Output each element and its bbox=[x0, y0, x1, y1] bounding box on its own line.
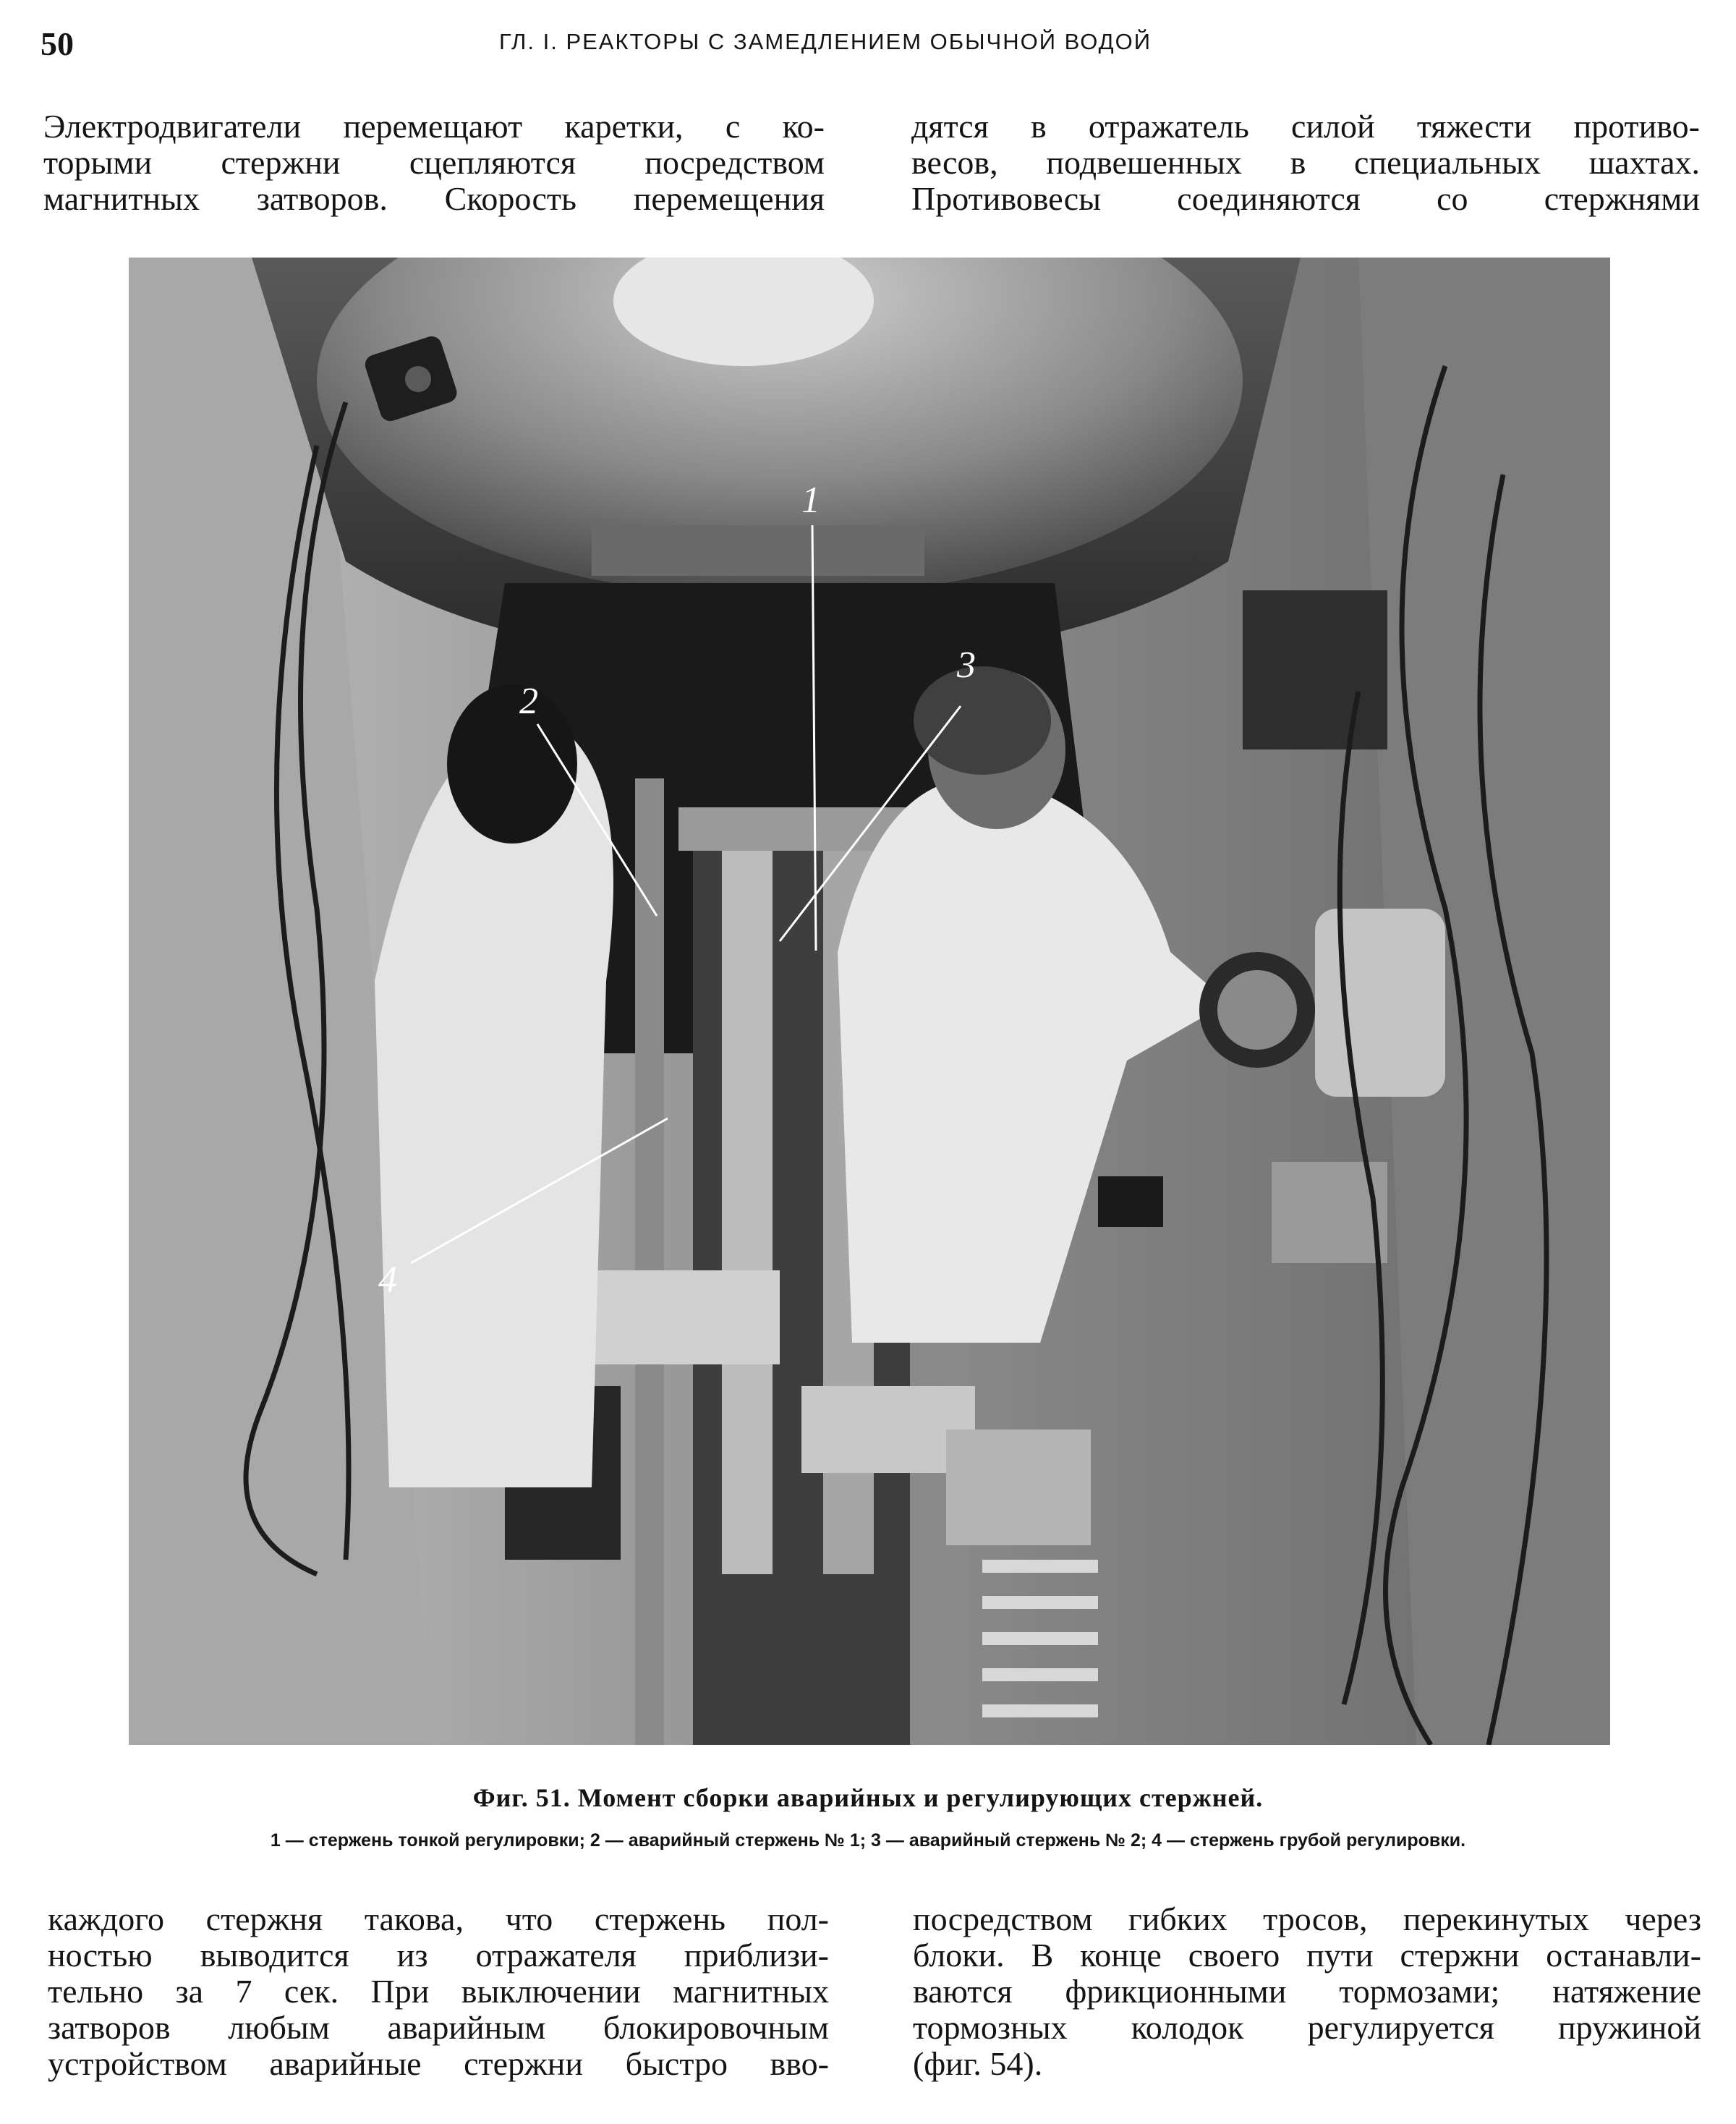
text-line: весов, подвешенных в специальных шахтах. bbox=[911, 144, 1700, 181]
text-line: блоки. В конце своего пути стержни останавли- bbox=[913, 1937, 1701, 1974]
text-line: тормозных колодок регулируется пружиной bbox=[913, 2009, 1701, 2046]
text-line: Противовесы соединяются со стержнями bbox=[911, 180, 1700, 217]
text-top-right-column bbox=[911, 109, 1700, 217]
callout-3: 3 bbox=[957, 645, 976, 686]
callout-4: 4 bbox=[378, 1259, 397, 1301]
text-bottom-left-column bbox=[48, 1901, 829, 2082]
text-line: (фиг. 54). bbox=[913, 2045, 1043, 2082]
text-line: ностью выводится из отражателя приблизи- bbox=[48, 1937, 829, 1974]
text-bottom-right-column bbox=[913, 1901, 1701, 2082]
callout-1: 1 bbox=[801, 480, 820, 521]
page-number: 50 bbox=[41, 25, 74, 62]
text-line: ваются фрикционными тормозами; натяжение bbox=[913, 1973, 1701, 2010]
callout-2: 2 bbox=[519, 681, 538, 722]
figure-caption-title: Фиг. 51. Момент сборки аварийных и регулирующих стержней. bbox=[472, 1783, 1264, 1812]
text-line: дятся в отражатель силой тяжести противо- bbox=[911, 108, 1700, 145]
text-line: магнитных затворов. Скорость перемещения bbox=[43, 180, 825, 217]
text-line: Электродвигатели перемещают каретки, с ко- bbox=[43, 108, 825, 145]
text-line: устройством аварийные стержни быстро вво- bbox=[48, 2045, 829, 2082]
text-line: тельно за 7 сек. При выключении магнитных bbox=[48, 1973, 829, 2010]
text-line: затворов любым аварийным блокировочным bbox=[48, 2009, 829, 2046]
figure-photo bbox=[129, 258, 1610, 1745]
text-line: каждого стержня такова, что стержень пол- bbox=[48, 1900, 829, 1937]
running-head: ГЛ. I. РЕАКТОРЫ С ЗАМЕДЛЕНИЕМ ОБЫЧНОЙ ВОДОЙ bbox=[499, 29, 1152, 54]
text-line: торыми стержни сцепляются посредством bbox=[43, 144, 825, 181]
text-top-left-column bbox=[43, 109, 825, 217]
reactor-assembly-photo bbox=[129, 258, 1610, 1745]
figure-caption-legend: 1 — стержень тонкой регулировки; 2 — аварийный стержень № 1; 3 — аварийный стержень № 2; 4 — стержень грубой регулировки. bbox=[270, 1830, 1466, 1851]
text-line: посредством гибких тросов, перекинутых через bbox=[913, 1900, 1701, 1937]
